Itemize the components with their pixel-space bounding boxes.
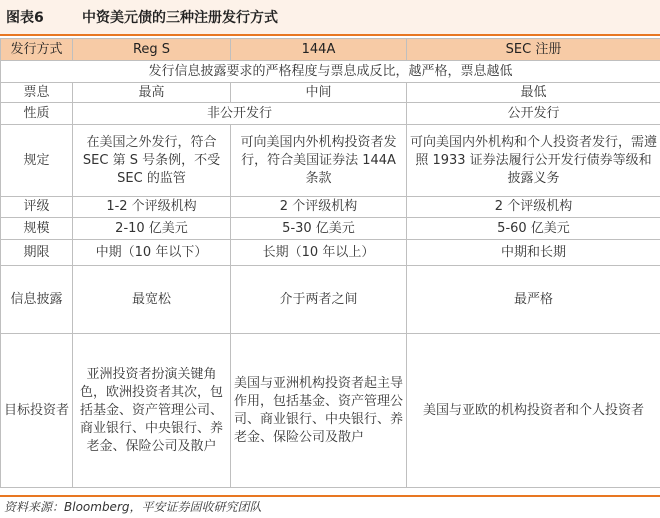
table-row-coupon xyxy=(1,83,660,103)
table-cell: 中间 xyxy=(231,83,407,103)
table-cell: 在美国之外发行，符合 SEC 第 S 号条例，不受 SEC 的监管 xyxy=(73,125,231,197)
table-cell: 最高 xyxy=(73,83,231,103)
row-label: 规定 xyxy=(1,125,73,197)
source-note: 资料来源：Bloomberg，平安证券固收研究团队 xyxy=(0,495,660,518)
table-row-scale xyxy=(1,218,660,240)
table-row-note xyxy=(1,61,660,83)
table-cell: 美国与亚欧的机构投资者和个人投资者 xyxy=(407,334,660,488)
row-label: 评级 xyxy=(1,197,73,218)
table-cell: 可向美国内外机构投资者发行，符合美国证券法 144A 条款 xyxy=(231,125,407,197)
table-cell: 5-30 亿美元 xyxy=(231,218,407,240)
table-row-disclosure xyxy=(1,266,660,334)
header-cell-method: 发行方式 xyxy=(1,39,73,61)
header-cell-sec: SEC 注册 xyxy=(407,39,660,61)
table-cell: 5-60 亿美元 xyxy=(407,218,660,240)
table-cell: 可向美国内外机构和个人投资者发行，需遵照 1933 证券法履行公开发行债券等级和披露义务 xyxy=(407,125,660,197)
row-label: 性质 xyxy=(1,103,73,125)
row-label: 期限 xyxy=(1,240,73,266)
table-header-row xyxy=(1,39,660,61)
issuance-table xyxy=(0,38,660,488)
table-cell: 非公开发行 xyxy=(73,103,407,125)
table-cell: 2 个评级机构 xyxy=(231,197,407,218)
figure-title: 中资美元债的三种注册发行方式 xyxy=(82,10,278,26)
table-row-rule xyxy=(1,125,660,197)
figure-number: 图表6 xyxy=(6,10,44,26)
table-cell: 最严格 xyxy=(407,266,660,334)
header-cell-reg-s: Reg S xyxy=(73,39,231,61)
table-row-nature xyxy=(1,103,660,125)
table-cell: 介于两者之间 xyxy=(231,266,407,334)
table-row-term xyxy=(1,240,660,266)
table-cell: 美国与亚洲机构投资者起主导作用，包括基金、资产管理公司、商业银行、中央银行、养老金、保险公司及散户 xyxy=(231,334,407,488)
table-cell: 2-10 亿美元 xyxy=(73,218,231,240)
table-cell: 公开发行 xyxy=(407,103,660,125)
header-cell-144a: 144A xyxy=(231,39,407,61)
table-cell: 2 个评级机构 xyxy=(407,197,660,218)
table-cell: 亚洲投资者扮演关键角色，欧洲投资者其次，包括基金、资产管理公司、商业银行、中央银行、养老金、保险公司及散户 xyxy=(73,334,231,488)
row-label: 目标投资者 xyxy=(1,334,73,488)
table-cell: 最宽松 xyxy=(73,266,231,334)
row-label: 规模 xyxy=(1,218,73,240)
table-cell: 最低 xyxy=(407,83,660,103)
table-row-rating xyxy=(1,197,660,218)
table-cell: 长期（10 年以上） xyxy=(231,240,407,266)
table-row-investors xyxy=(1,334,660,488)
note-cell: 发行信息披露要求的严格程度与票息成反比，越严格，票息越低 xyxy=(1,61,660,83)
figure-header xyxy=(0,0,660,36)
table-cell: 中期和长期 xyxy=(407,240,660,266)
table-cell: 中期（10 年以下） xyxy=(73,240,231,266)
table-cell: 1-2 个评级机构 xyxy=(73,197,231,218)
row-label: 票息 xyxy=(1,83,73,103)
row-label: 信息披露 xyxy=(1,266,73,334)
